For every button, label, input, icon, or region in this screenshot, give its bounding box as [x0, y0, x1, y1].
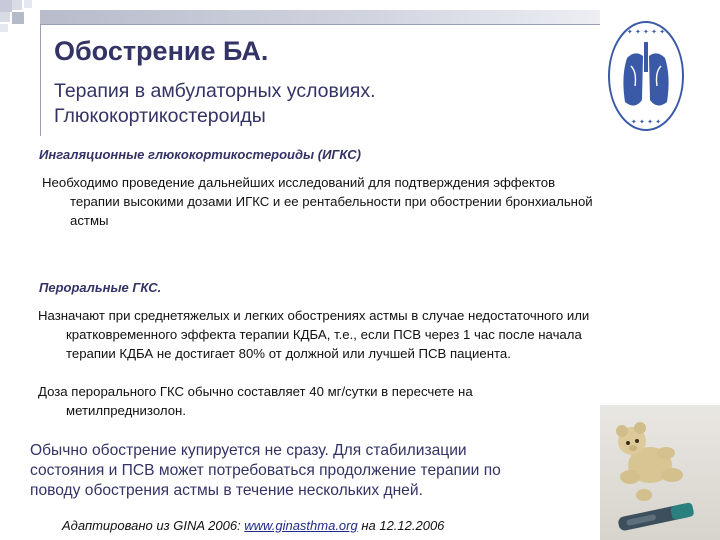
- paragraph-line: терапии КДБА не достигает 80% от должной или лучшей ПСВ пациента.: [66, 346, 511, 361]
- highlight-line: Обычно обострение купируется не сразу. Для стабилизации: [30, 442, 467, 459]
- source-footer: [62, 518, 444, 533]
- paragraph-oral-gks: [38, 306, 718, 363]
- paragraph-dose: [38, 382, 598, 420]
- svg-text:✦ ✦ ✦ ✦: ✦ ✦ ✦ ✦: [630, 118, 662, 126]
- paragraph-line: Назначают при среднетяжелых и легких обострениях астмы в случае недостаточного или: [38, 308, 590, 323]
- slide-subtitle: [54, 79, 376, 129]
- section-heading-igks: Ингаляционные глюкокортикостероиды (ИГКС): [39, 147, 361, 162]
- header-band: [40, 10, 600, 24]
- paragraph-line: Доза перорального ГКС обычно составляет 40 мг/сутки в пересчете на: [38, 384, 473, 399]
- title-side-line: [40, 24, 41, 136]
- decor-square: [24, 0, 32, 8]
- paragraph-line: Необходимо проведение дальнейших исследований для подтверждения эффектов: [42, 175, 556, 190]
- subtitle-line: Глюкокортикостероиды: [54, 105, 266, 127]
- teddy-bear-inhaler-photo: [600, 405, 720, 540]
- footer-suffix: на 12.12.2006: [357, 518, 445, 533]
- highlight-note: [30, 441, 590, 501]
- paragraph-line: метилпреднизолон.: [66, 403, 186, 418]
- gina-link[interactable]: www.ginasthma.org: [244, 518, 358, 533]
- header-divider: [40, 24, 600, 25]
- gina-lungs-logo: [607, 20, 685, 132]
- slide-title: Обострение БА.: [54, 36, 269, 66]
- paragraph-line: астмы: [70, 213, 109, 228]
- decor-square: [12, 0, 22, 10]
- decor-square: [0, 12, 10, 22]
- paragraph-line: кратковременного эффекта терапии КДБА, т.е., если ПСВ через 1 час после начала: [66, 327, 582, 342]
- section-heading-oral-gks: Пероральные ГКС.: [39, 280, 162, 295]
- highlight-line: поводу обострения астмы в течение нескольких дней.: [30, 482, 423, 499]
- footer-prefix: Адаптировано из GINA 2006:: [62, 518, 245, 533]
- svg-text:✦ ✦ ✦ ✦ ✦: ✦ ✦ ✦ ✦ ✦: [626, 28, 666, 36]
- decor-square: [0, 24, 8, 32]
- decor-square: [0, 0, 12, 12]
- paragraph-line: терапии высокими дозами ИГКС и ее рентабельности при обострении бронхиальной: [70, 194, 593, 209]
- subtitle-line: Терапия в амбулаторных условиях.: [54, 80, 376, 102]
- decor-square: [12, 12, 24, 24]
- paragraph-igks: [42, 173, 712, 230]
- highlight-line: состояния и ПСВ может потребоваться продолжение терапии по: [30, 462, 501, 479]
